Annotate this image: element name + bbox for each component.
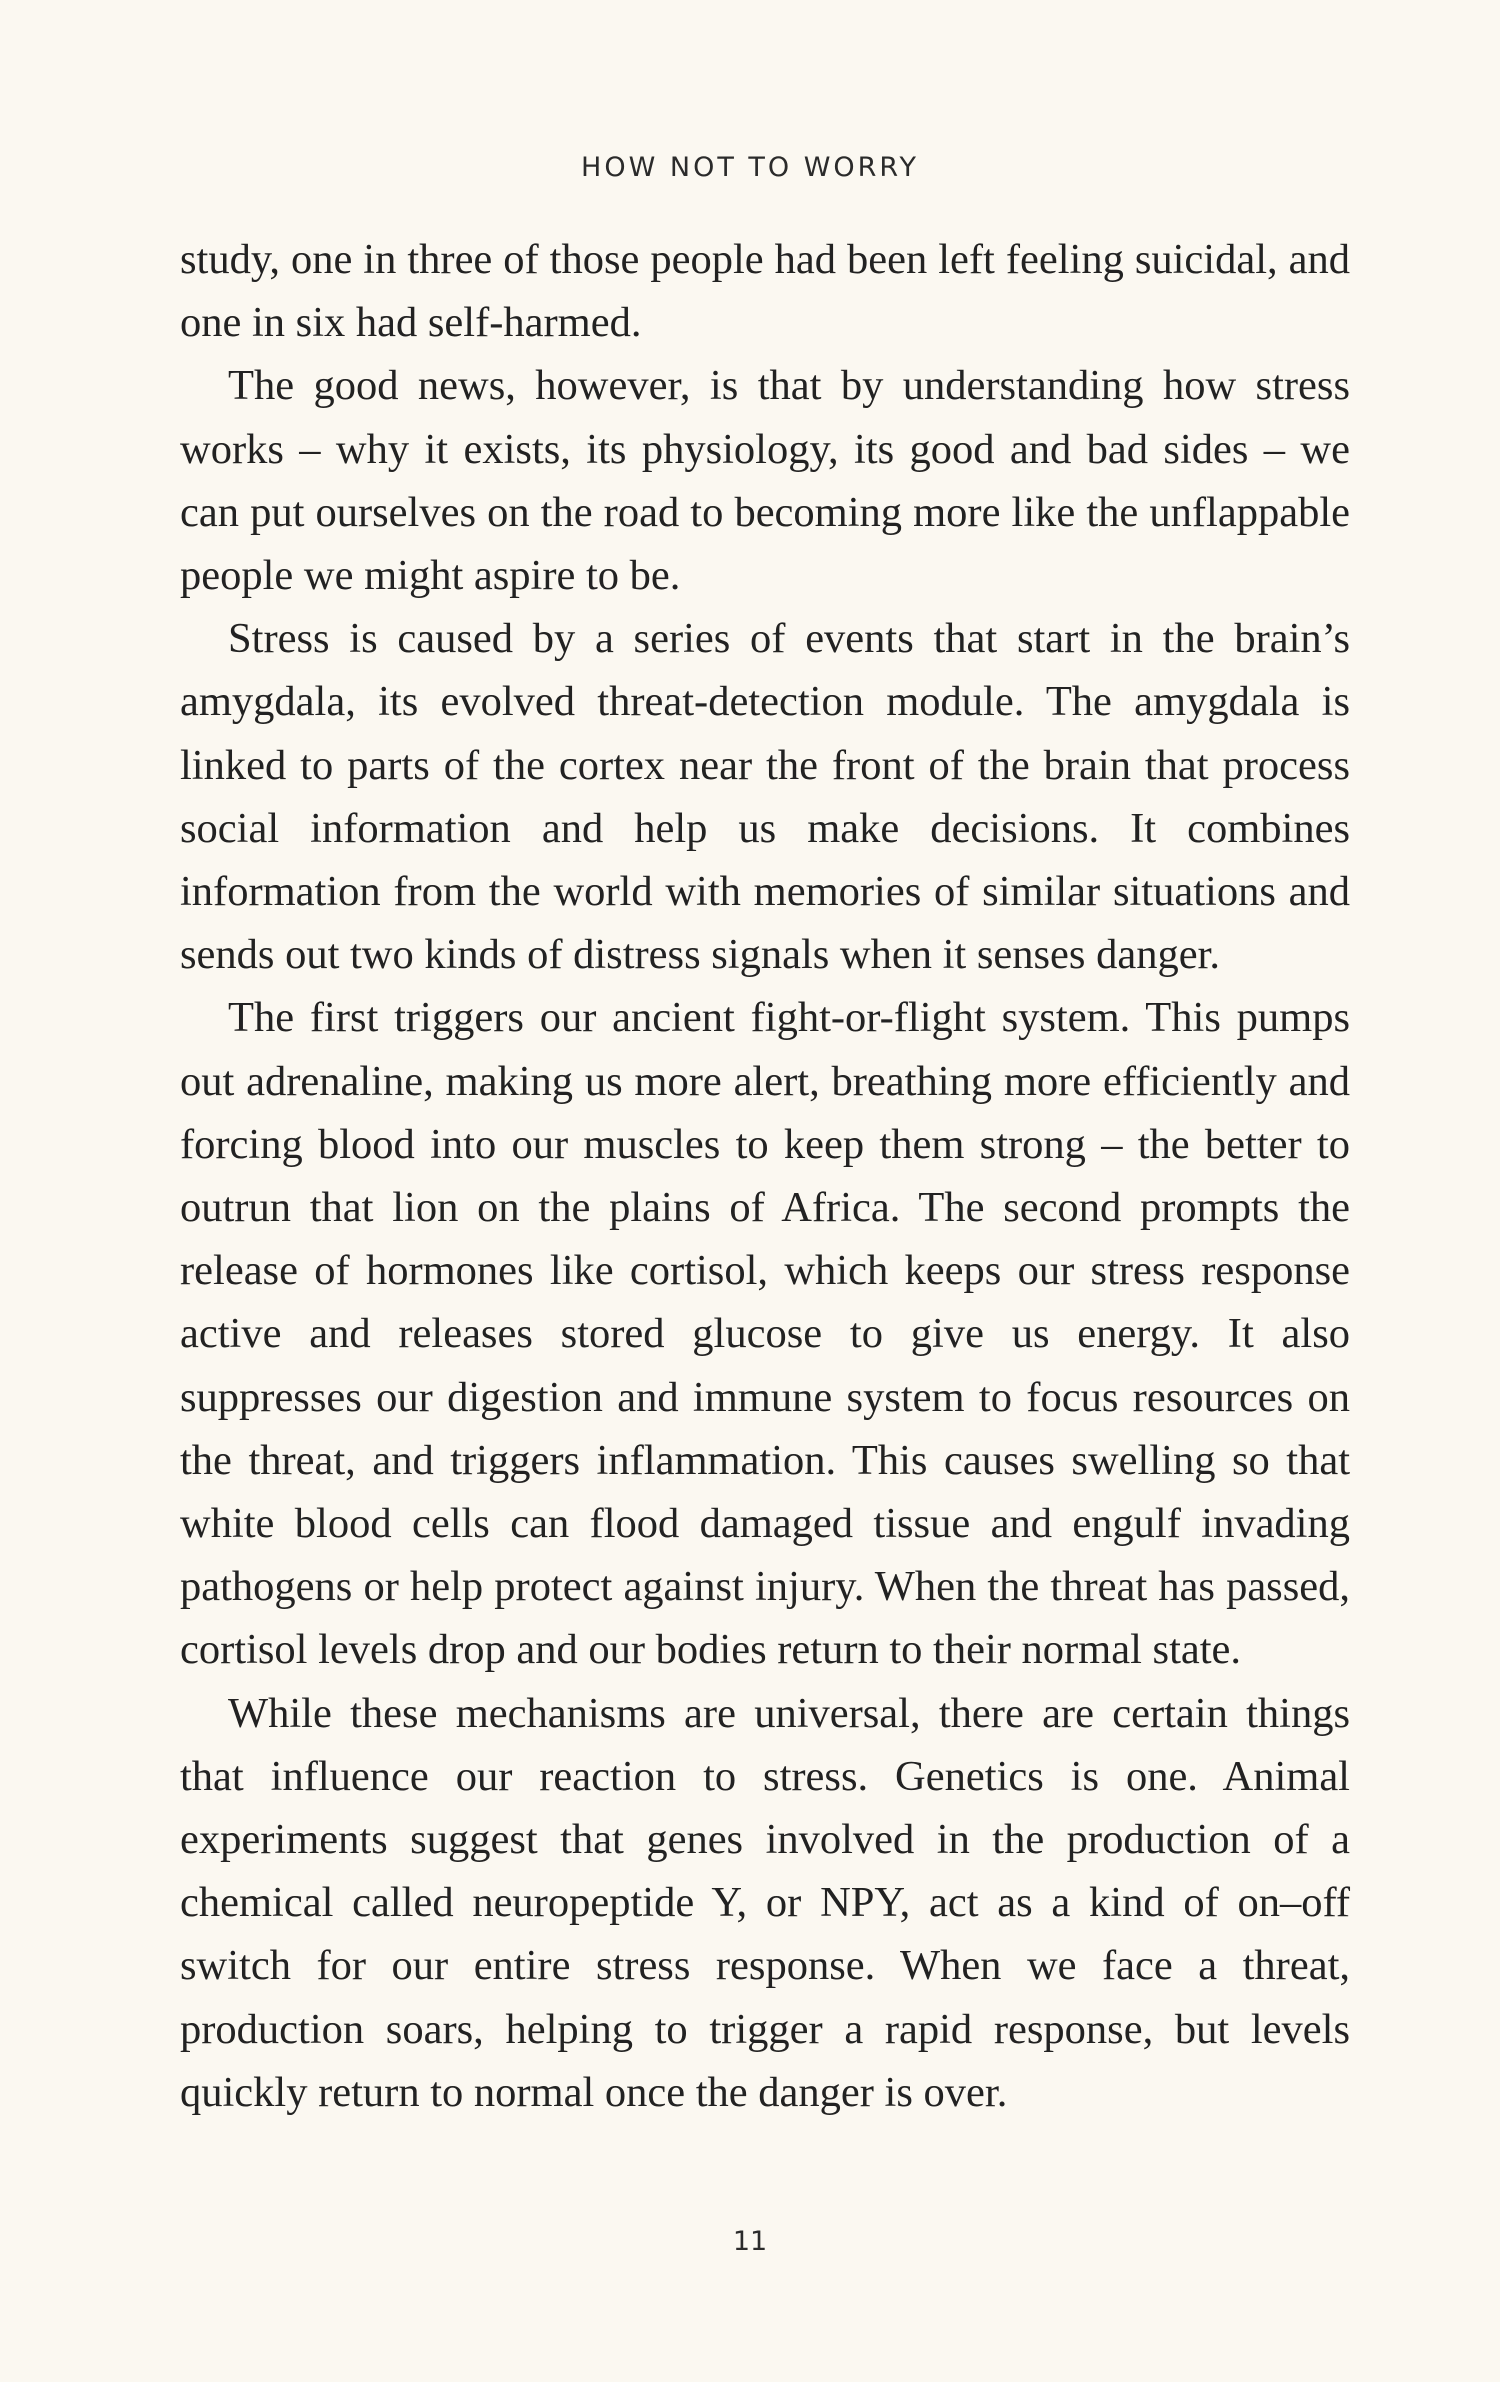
page-number: 11 [732,2226,768,2257]
body-text [180,228,1350,2124]
paragraph: Stress is caused by a series of events that start in the brain’s amygdala, its evolved threat-detection module. The amygdala is linked to parts of the cortex near the front of the brain that process social information and help us make decisions. It combines information from the world with memories of similar situations and sends out two kinds of distress signals when it senses danger. [180,615,1350,979]
running-head: HOW NOT TO WORRY [581,152,919,183]
paragraph: The good news, however, is that by understanding how stress works – why it exists, its physiology, its good and bad sides – we can put ourselves on the road to becoming more like the unflappable people we might aspire to be. [180,362,1350,600]
paragraph: The first triggers our ancient fight-or-flight system. This pumps out adrenaline, making us more alert, breathing more efficiently and forcing blood into our muscles to keep them strong – the better to outrun that lion on the plains of Africa. The second prompts the release of hormones like cortisol, which keeps our stress response active and releases stored glucose to give us energy. It also suppresses our digestion and immune system to focus resources on the threat, and triggers inflammation. This causes swelling so that white blood cells can flood damaged tissue and engulf invading pathogens or help protect against injury. When the threat has passed, cortisol levels drop and our bodies return to their normal state. [180,994,1350,1674]
paragraph: While these mechanisms are universal, there are certain things that influence our reaction to stress. Genetics is one. Animal experiments suggest that genes involved in the production of a chemical called neuropeptide Y, or NPY, act as a kind of on–off switch for our entire stress response. When we face a threat, production soars, helping to trigger a rapid response, but levels quickly return to normal once the danger is over. [180,1689,1350,2116]
paragraph-continued: study, one in three of those people had been left feeling suicidal, and one in six had self-harmed. [180,236,1350,347]
